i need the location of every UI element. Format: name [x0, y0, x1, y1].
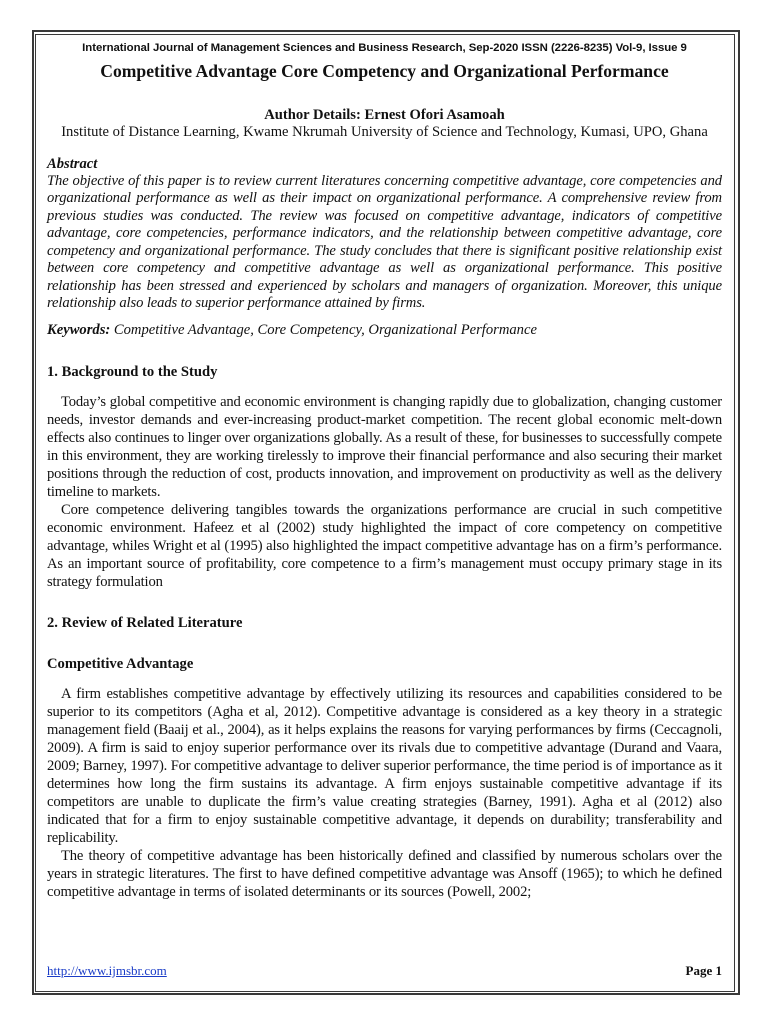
paragraph: The theory of competitive advantage has been historically defined and classified by numerous scholars over the years in strategic literatures. The first to have defined competitive advantage was Ansoff (1965); to which he defined competitive advantage in terms of isolated determinants or its sources (Powell, 2002;	[47, 847, 722, 900]
paragraph: A firm establishes competitive advantage by effectively utilizing its resources and capabilities considered to be superior to its competitors (Agha et al, 2012). Competitive advantage is considered as a key theory in a strategic management field (Baaij et al., 2004), as it helps explains the reasons for varying performances by firms (Ceccagnoli, 2009). A firm is said to enjoy superior performance over its rivals due to competitive advantage (Durand and Vaara, 2009; Barney, 1997). For competitive advantage to deliver superior performance, the time period is of importance as it determines how long the firm sustains its advantage. A firm enjoys sustainable competitive advantage if its competitors are unable to duplicate the firm’s value creating strategies (Barney, 1991). Agha et al (2012) also indicated that for a firm to enjoy sustainable competitive advantage, it depends on durability; transferability and replicability.	[47, 685, 722, 846]
abstract-text: The objective of this paper is to review current literatures concerning competitive advantage, core competencies and organizational performance as well as their impact on organizational performance. A comprehensive review from previous studies was conducted. The review was focused on competitive advantage, indicators of competitive advantage, core competencies, performance indicators, and the relationship between competitive advantage, core competency and organizational performance. The study concludes that there is significant positive relationship exist between core competency and competitive advantage as well as organizational performance. This positive relationship has been stressed and experienced by scholars and managers of organization. Moreover, this unique relationship also leads to superior performance attained by firms.	[47, 172, 722, 311]
author-affiliation: Institute of Distance Learning, Kwame Nkrumah University of Science and Technology, Kumasi, UPO, Ghana	[61, 124, 708, 140]
journal-url-link[interactable]: http://www.ijmsbr.com	[47, 963, 167, 978]
keywords-line	[47, 322, 722, 339]
page-footer	[47, 963, 722, 979]
abstract-heading: Abstract	[47, 155, 98, 172]
paragraph: Core competence delivering tangibles towards the organizations performance are crucial in such competitive economic environment. Hafeez et al (2002) study highlighted the impact of core competency on competitive advantage, whiles Wright et al (1995) also highlighted the impact competitive advantage has on a firm’s performance. As an important source of profitability, core competence to a firm’s management must occupy primary stage in its strategy formulation	[47, 501, 722, 590]
paper-title: Competitive Advantage Core Competency and Organizational Performance	[100, 61, 669, 81]
keywords-text: Competitive Advantage, Core Competency, Organizational Performance	[113, 321, 537, 338]
page-content	[47, 42, 722, 901]
paragraph: Today’s global competitive and economic environment is changing rapidly due to globalization, changing customer needs, investor demands and ever-increasing product-market competition. The recent global economic melt-down effects also continues to linger over organizations globally. As a result of these, for businesses to successfully compete in this environment, they are working tirelessly to improve their financial performance and also securing their market positions through the reduction of cost, products innovation, and improvement on productivity as well as the delivery timeline to markets.	[47, 393, 722, 500]
section-heading-background: 1. Background to the Study	[47, 363, 218, 380]
section-heading-review: 2. Review of Related Literature	[47, 614, 243, 631]
page-number: Page 1	[685, 963, 722, 978]
keywords-label: Keywords:	[47, 321, 111, 338]
journal-header: International Journal of Management Sciences and Business Research, Sep-2020 ISSN (2226-8235) Vol-9, Issue 9	[82, 42, 687, 54]
author-details: Author Details: Ernest Ofori Asamoah	[264, 107, 505, 123]
subsection-heading-competitive-advantage: Competitive Advantage	[47, 655, 194, 672]
